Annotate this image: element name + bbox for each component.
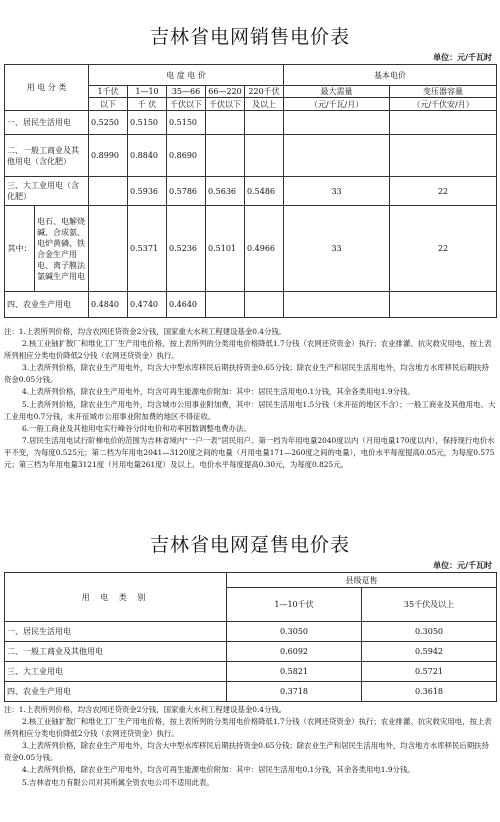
col-header: 千伏以下 <box>167 98 206 111</box>
col-header: 变压器容量 <box>390 86 497 98</box>
cell: 0.5786 <box>167 177 206 206</box>
row-label: 二、一般工商业及其他用电 <box>5 642 227 662</box>
header-county-wholesale: 县级趸售 <box>227 573 497 588</box>
cell <box>245 292 284 318</box>
cell: 0.5371 <box>128 206 167 292</box>
cell <box>206 135 245 177</box>
header-degree-price: 电 度 电 价 <box>89 65 284 86</box>
cell: 0.5101 <box>206 206 245 292</box>
cell: 33 <box>284 177 390 206</box>
header-basic-price: 基本电价 <box>284 65 497 86</box>
table-row <box>5 642 497 662</box>
cell: 0.5936 <box>128 177 167 206</box>
cell: 0.6092 <box>227 642 362 662</box>
cell <box>89 206 128 292</box>
col-header: 220千伏 <box>245 86 284 98</box>
col-header: 及以上 <box>245 98 284 111</box>
cell: 0.4840 <box>89 292 128 318</box>
sales-price-title: 吉林省电网销售电价表 <box>149 26 350 48</box>
cell <box>284 292 390 318</box>
cell <box>390 111 497 135</box>
cell: 0.5150 <box>167 111 206 135</box>
col-header: 最大需量 <box>284 86 390 98</box>
cell: 0.4740 <box>128 292 167 318</box>
row-label: 二、一般工商业及其他用电（含化肥） <box>5 135 89 177</box>
cell: 0.5150 <box>128 111 167 135</box>
cell: 0.3718 <box>227 682 362 702</box>
note: 4.上表所列价格，除农业生产用电外，均含可再生能源电价附加：其中：居民生活用电0.1分钱，其余各类用电1.9分钱。 <box>22 765 415 775</box>
wholesale-notes <box>4 704 496 789</box>
sales-notes <box>4 326 496 471</box>
cell <box>206 111 245 135</box>
cell: 0.3618 <box>362 682 497 702</box>
cell <box>390 135 497 177</box>
col-header: 1千伏 <box>89 86 128 98</box>
note: 4.上表所列价格，除农业生产用电外，均含可再生能源电价附加：其中：居民生活用电0.1分钱，其余各类用电1.9分钱。 <box>22 387 415 397</box>
note: 注：1.上表所列价格，均含农网还贷资金2分钱，国家重大水利工程建设基金0.4分钱。 <box>4 327 287 336</box>
cell: 0.8690 <box>167 135 206 177</box>
cell: 0.5721 <box>362 662 497 682</box>
col-header: 66—220 <box>206 86 245 98</box>
col-header: 千伏以下 <box>206 98 245 111</box>
cell: 0.4966 <box>245 206 284 292</box>
wholesale-unit-label: 单位：元/千瓦时 <box>433 561 492 570</box>
table-row <box>5 622 497 642</box>
wholesale-price-table <box>4 572 497 702</box>
col-header: 以下 <box>89 98 128 111</box>
cell: 33 <box>284 206 390 292</box>
cell <box>89 177 128 206</box>
note: 2.核工业铀扩散厂和堆化工厂生产用电价格，按上表所列的分类用电价格降低1.7分钱（农网还贷资金）执行；农业排灌、抗灾救灾用电，按上表所列相应分类电价降低2分钱（农网还贷资金）执行。 <box>4 717 492 739</box>
sub-row-label: 电石、电解烧碱、合成氨、电炉黄磷、铁合金生产用电、离子膜法氯碱生产用电 <box>35 206 89 292</box>
col-header: 1—10 <box>128 86 167 98</box>
col-header: （元/千瓦/月） <box>284 98 390 111</box>
cell: 0.5250 <box>89 111 128 135</box>
table-row <box>5 662 497 682</box>
cell: 0.3050 <box>227 622 362 642</box>
note: 7.居民生活用电试行阶梯电价的范围为吉林省境内“一户一表”居民用户。第一档为年用电量2040度以内（月用电量170度以内），保持现行电价水平不变，为每度0.525元；第二档为年用电2041—3120度之间的电量（月用电量171—260度之间的电量），电价水平每度提高0.05元，为每度0.575元；第三档为年用电量3121度（月用电量261度）及以上，电价水平每度提高0.30元，为每度0.825元。 <box>4 435 495 470</box>
row-label: 三、大工业用电 <box>5 662 227 682</box>
cell: 0.5942 <box>362 642 497 662</box>
cell: 0.8990 <box>89 135 128 177</box>
sub-row-prefix: 其中： <box>5 206 35 292</box>
cell <box>206 292 245 318</box>
note: 2.核工业铀扩散厂和堆化工厂生产用电价格，按上表所列的分类用电价格降低1.7分钱（农网还贷资金）执行；农业排灌、抗灾救灾用电，按上表所列相应分类电价降低2分钱（农网还贷资金）执行。 <box>4 339 492 361</box>
cell: 0.8840 <box>128 135 167 177</box>
row-label: 一、居民生活用电 <box>5 111 89 135</box>
row-label: 四、农业生产用电 <box>5 682 227 702</box>
wholesale-price-title: 吉林省电网趸售电价表 <box>149 534 350 556</box>
table-row <box>5 111 497 135</box>
table-row <box>5 206 497 292</box>
table-row <box>5 292 497 318</box>
cell: 0.5636 <box>206 177 245 206</box>
cell: 22 <box>390 206 497 292</box>
cell <box>390 292 497 318</box>
note: 3.上表所列价格，除农业生产用电外，均含大中型水库移民后期扶持资金0.65分钱；除农业生产和居民生活用电外，均含地方水库移民后期扶持资金0.05分钱。 <box>4 741 489 763</box>
cell: 0.4640 <box>167 292 206 318</box>
note: 5.上表所列价格，除农业生产用电外，均含城市公用事业附加费，其中：居民生活用电1.5分钱（未开征的地区不含）；一般工商业及其他用电、大工业用电0.7分钱，未开征城市公用事业附加费的地区不得征收。 <box>4 399 496 421</box>
cell <box>245 135 284 177</box>
cell <box>245 111 284 135</box>
note: 6.一般工商业及其他用电实行峰谷分时电价和功率因数调整电费办法。 <box>22 423 251 433</box>
col-header: （元/千伏安/月） <box>390 98 497 111</box>
col-header: 1—10千伏 <box>227 588 362 622</box>
cell: 0.5486 <box>245 177 284 206</box>
col-header: 35—66 <box>167 86 206 98</box>
table-row <box>5 682 497 702</box>
cell: 0.5821 <box>227 662 362 682</box>
header-category: 用 电 类 别 <box>5 573 227 622</box>
row-label: 三、大工业用电（含化肥） <box>5 177 89 206</box>
row-label: 一、居民生活用电 <box>5 622 227 642</box>
cell: 22 <box>390 177 497 206</box>
sales-unit-label: 单位：元/千瓦时 <box>433 53 492 62</box>
cell <box>284 135 390 177</box>
cell: 0.3050 <box>362 622 497 642</box>
cell: 0.5236 <box>167 206 206 292</box>
header-category: 用 电 分 类 <box>5 65 89 111</box>
col-header: 35千伏及以上 <box>362 588 497 622</box>
note: 5.吉林省电力有限公司对其所属全资农电公司不适用此表。 <box>22 777 214 787</box>
col-header: 千 伏 <box>128 98 167 111</box>
note: 注：1.上表所列价格，均含农网还贷资金2分钱，国家重大水利工程建设基金0.4分钱。 <box>4 705 287 714</box>
note: 3.上表所列价格，除农业生产用电外，均含大中型水库移民后期扶持资金0.65分钱；除农业生产和居民生活用电外，均含地方水库移民后期扶持资金0.05分钱。 <box>4 363 489 385</box>
table-row <box>5 135 497 177</box>
row-label: 四、农业生产用电 <box>5 292 89 318</box>
table-row <box>5 177 497 206</box>
sales-price-table <box>4 64 497 318</box>
cell <box>284 111 390 135</box>
